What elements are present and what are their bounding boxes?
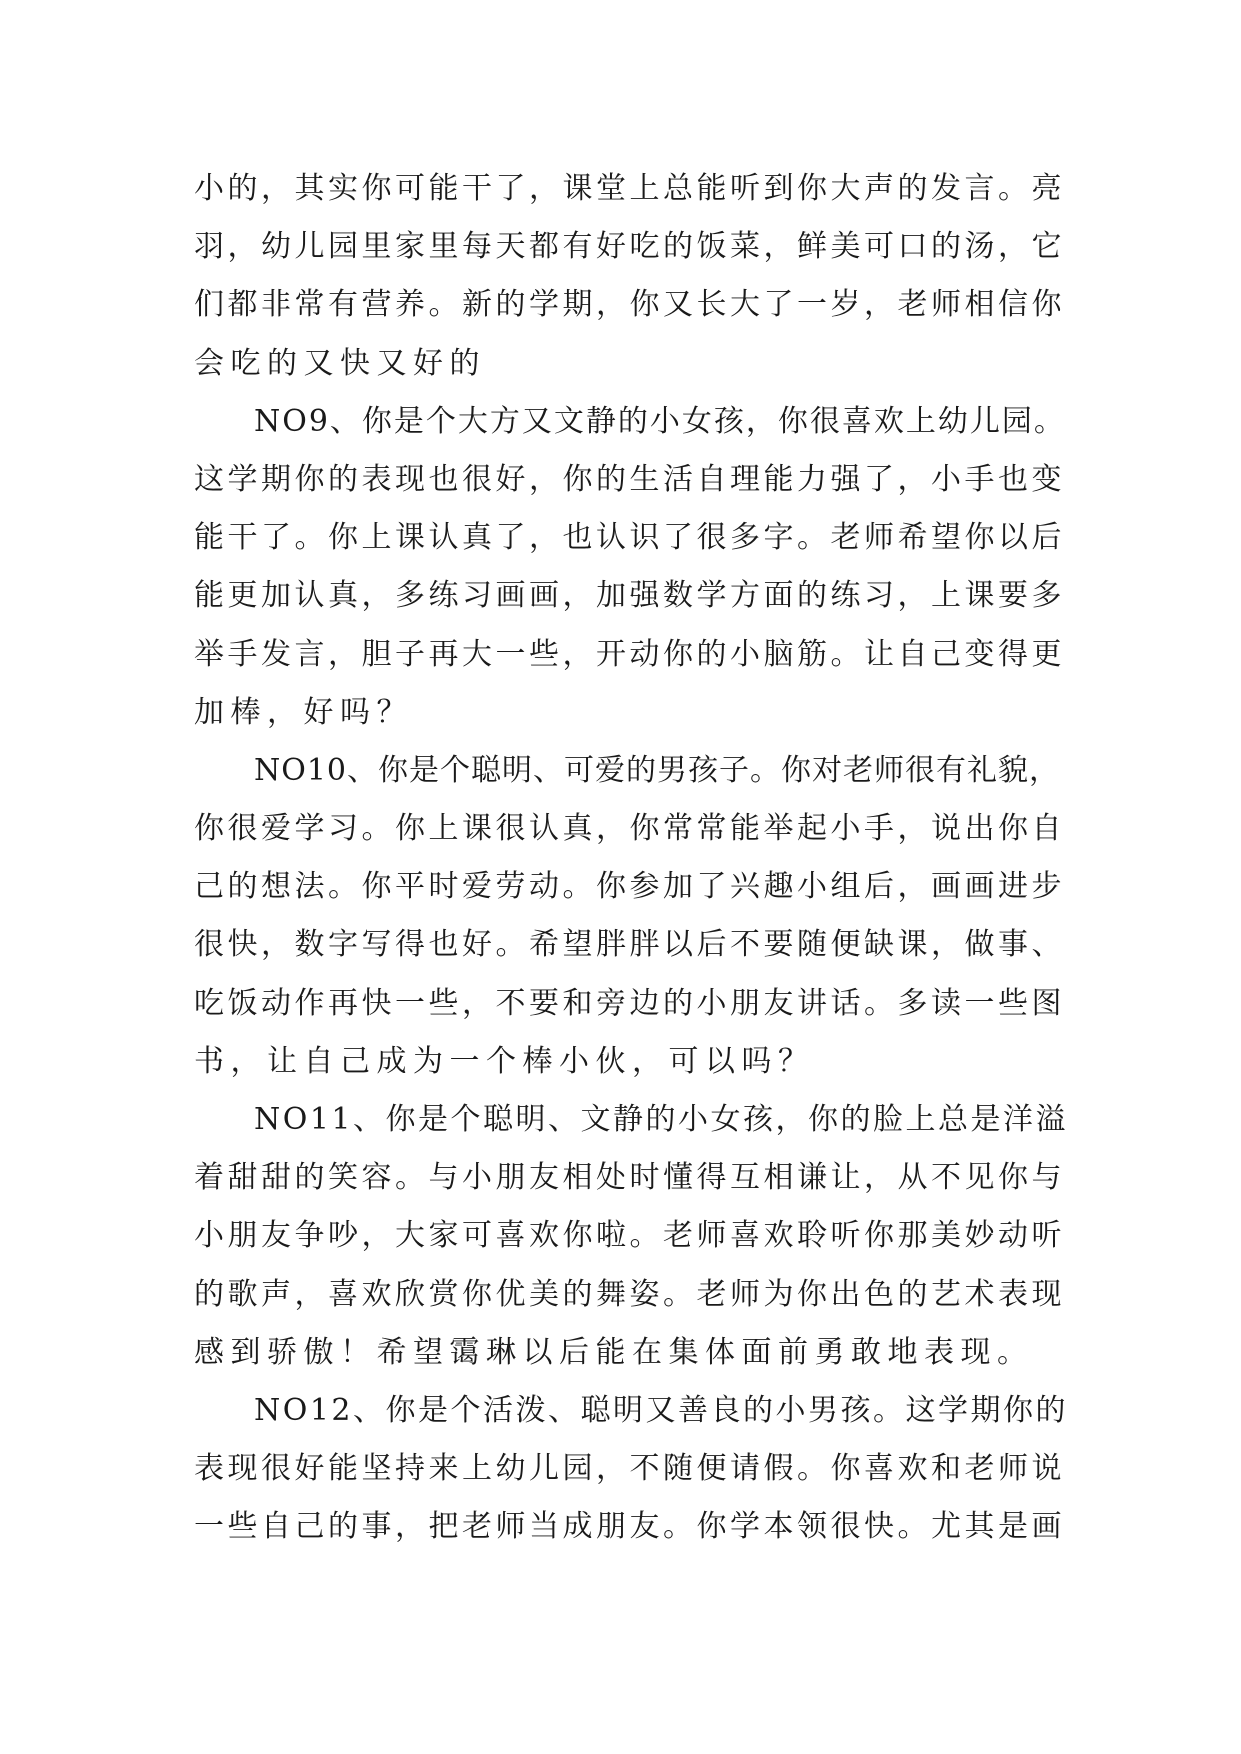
text-line: 会吃的又快又好的 [194,345,486,381]
text-line: NO10、你是个聪明、可爱的男孩子。你对老师很有礼貌， [254,752,1061,788]
text-line: 的歌声，喜欢欣赏你优美的舞姿。老师为你出色的艺术表现 [194,1276,1065,1312]
text-line: NO12、你是个活泼、聪明又善良的小男孩。这学期你的 [254,1392,1069,1428]
text-line: 你很爱学习。你上课很认真，你常常能举起小手，说出你自 [194,811,1065,847]
text-line: 很快，数字写得也好。希望胖胖以后不要随便缺课，做事、 [194,927,1065,963]
text-line: 表现很好能坚持来上幼儿园，不随便请假。你喜欢和老师说 [194,1451,1065,1487]
text-line: 感到骄傲！希望霭琳以后能在集体面前勇敢地表现。 [194,1334,1034,1370]
text-line: 着甜甜的笑容。与小朋友相处时懂得互相谦让，从不见你与 [194,1160,1065,1196]
body-text [194,160,1069,1557]
text-line: 这学期你的表现也很好，你的生活自理能力强了，小手也变 [194,461,1065,497]
text-line: 能更加认真，多练习画画，加强数学方面的练习，上课要多 [194,578,1065,614]
text-line: 吃饭动作再快一些，不要和旁边的小朋友讲话。多读一些图 [194,985,1065,1021]
text-line: 们都非常有营养。新的学期，你又长大了一岁，老师相信你 [194,287,1065,323]
text-line: 己的想法。你平时爱劳动。你参加了兴趣小组后，画画进步 [194,869,1065,905]
text-line: 书，让自己成为一个棒小伙，可以吗？ [194,1043,815,1079]
text-line: NO9、你是个大方又文静的小女孩，你很喜欢上幼儿园。 [254,403,1066,439]
text-line: 加棒，好吗？ [194,694,413,730]
text-line: 羽，幼儿园里家里每天都有好吃的饭菜，鲜美可口的汤，它 [194,229,1065,265]
text-line: 能干了。你上课认真了，也认识了很多字。老师希望你以后 [194,520,1065,556]
text-line: 举手发言，胆子再大一些，开动你的小脑筋。让自己变得更 [194,636,1065,672]
text-line: 小朋友争吵，大家可喜欢你啦。老师喜欢聆听你那美妙动听 [194,1218,1065,1254]
text-line: 一些自己的事，把老师当成朋友。你学本领很快。尤其是画 [194,1509,1065,1545]
text-line: NO11、你是个聪明、文静的小女孩，你的脸上总是洋溢 [254,1102,1069,1137]
text-line: 小的，其实你可能干了，课堂上总能听到你大声的发言。亮 [194,171,1065,206]
